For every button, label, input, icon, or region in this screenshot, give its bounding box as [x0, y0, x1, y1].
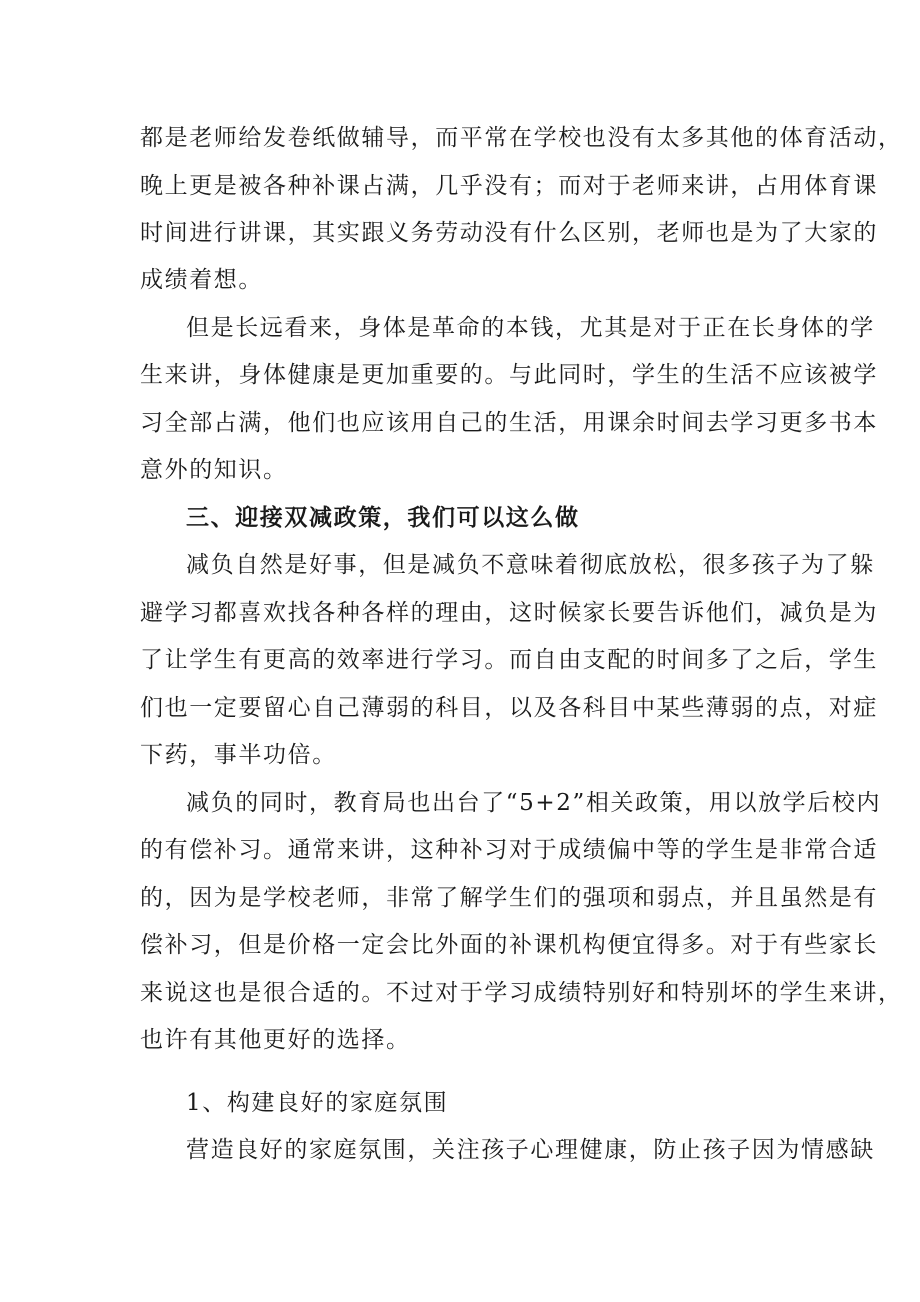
text-line: 成绩着想。 [140, 267, 263, 293]
text-line: 生来讲，身体健康是更加重要的。与此同时，学生的生活不应该被学 [140, 362, 878, 388]
text-line: 但是长远看来，身体是革命的本钱，尤其是对于正在长身体的学 [186, 315, 875, 341]
text-line: 都是老师给发卷纸做辅导，而平常在学校也没有太多其他的体育活动， [140, 125, 903, 151]
text-line: 们也一定要留心自己薄弱的科目，以及各科目中某些薄弱的点，对症 [140, 695, 878, 721]
text-line: 避学习都喜欢找各种各样的理由，这时候家长要告诉他们，减负是为 [140, 600, 878, 626]
text-line: 习全部占满，他们也应该用自己的生活，用课余时间去学习更多书本 [140, 410, 878, 436]
text-line: 来说这也是很合适的。不过对于学习成绩特别好和特别坏的学生来讲， [140, 980, 903, 1006]
text-line: 减负的同时，教育局也出台了“5+2”相关政策，用以放学后校内 [186, 790, 882, 816]
text-line: 的有偿补习。通常来讲，这种补习对于成绩偏中等的学生是非常合适 [140, 837, 878, 863]
text-line: 时间进行讲课，其实跟义务劳动没有什么区别，老师也是为了大家的 [140, 220, 878, 246]
text-line: 营造良好的家庭氛围，关注孩子心理健康，防止孩子因为情感缺 [186, 1137, 875, 1163]
text-line: 晚上更是被各种补课占满，几乎没有；而对于老师来讲，占用体育课 [140, 173, 878, 199]
text-line: 的，因为是学校老师，非常了解学生们的强项和弱点，并且虽然是有 [140, 885, 878, 911]
text-line: 偿补习，但是价格一定会比外面的补课机构便宜得多。对于有些家长 [140, 932, 878, 958]
text-line: 也许有其他更好的选择。 [140, 1027, 411, 1053]
text-line: 减负自然是好事，但是减负不意味着彻底放松，很多孩子为了躲 [186, 552, 875, 578]
section-heading: 三、迎接双减政策，我们可以这么做 [186, 504, 580, 531]
text-line: 了让学生有更高的效率进行学习。而自由支配的时间多了之后，学生 [140, 647, 878, 673]
subsection-heading: 1、构建良好的家庭氛围 [186, 1090, 449, 1116]
text-line: 意外的知识。 [140, 457, 288, 483]
text-line: 下药，事半功倍。 [140, 742, 337, 768]
